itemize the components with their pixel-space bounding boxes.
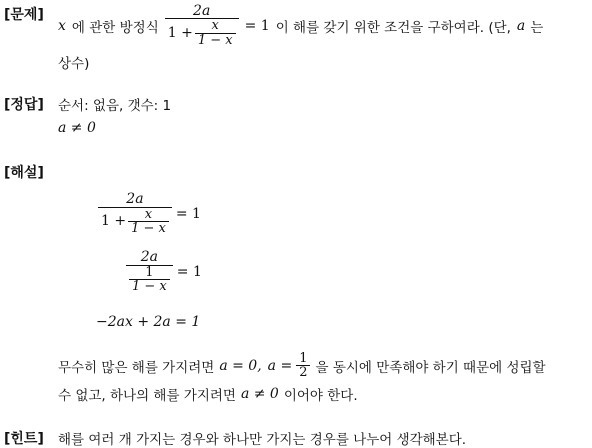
- step2-den-num: 1: [145, 264, 154, 280]
- step1-inner-den: 1 − x: [128, 221, 169, 236]
- var-x: x: [58, 18, 66, 34]
- explanation-step-2: [126, 250, 202, 295]
- explanation-step-3: −2ax + 2a = 1: [96, 314, 201, 330]
- para1-text-b: 을 동시에 만족해야 하기 때문에 성립할: [315, 360, 546, 376]
- problem-text-2: 이 해를 갖기 위한 조건을 구하여라. (단,: [275, 20, 511, 36]
- problem-text-3: 는: [530, 20, 544, 36]
- explanation-para-line-1: [58, 346, 546, 386]
- para1-math-1: a = 0,: [219, 358, 262, 374]
- problem-text-1: 에 관한 방정식: [71, 20, 159, 36]
- problem-text-4: 상수): [58, 56, 90, 72]
- para1-text-a: 무수히 많은 해를 가지려면: [58, 360, 215, 376]
- answer-label: [정답]: [4, 97, 44, 113]
- step2-numerator: 2a: [140, 249, 159, 265]
- step1-rhs: = 1: [175, 206, 201, 223]
- para2-text-b: 이어야 한다.: [283, 388, 358, 404]
- step2-rhs: = 1: [176, 264, 202, 281]
- step1-inner-num: x: [144, 206, 153, 222]
- explanation-step-1: [98, 192, 201, 237]
- half-denominator: 2: [296, 365, 310, 380]
- half-fraction: [296, 352, 310, 381]
- problem-line-1: [58, 2, 543, 50]
- problem-eq-inner-num: x: [211, 18, 219, 34]
- hint-label: [힌트]: [4, 431, 44, 447]
- para1-math-2: a =: [267, 358, 293, 374]
- para2-text-a: 수 없고, 하나의 해를 가지려면: [58, 388, 236, 404]
- para2-math: a ≠ 0: [240, 386, 279, 402]
- step2-den-den: 1 − x: [129, 279, 170, 294]
- problem-equation-fraction: [165, 4, 239, 49]
- problem-eq-inner-den: 1 − x: [195, 33, 236, 48]
- step1-den-one: 1 +: [101, 213, 127, 230]
- answer-line-2: a ≠ 0: [58, 120, 96, 136]
- half-numerator: 1: [299, 350, 308, 366]
- problem-eq-den-one: 1 +: [167, 25, 193, 42]
- var-a: a: [516, 18, 526, 34]
- explanation-para-line-2: [58, 384, 358, 404]
- problem-label: [문제]: [4, 7, 44, 23]
- problem-eq-rhs: = 1: [244, 18, 270, 34]
- hint-text: 해를 여러 개 가지는 경우와 하나만 가지는 경우를 나누어 생각해본다.: [58, 432, 467, 448]
- step1-numerator: 2a: [126, 191, 144, 207]
- problem-eq-numerator: 2a: [193, 2, 211, 19]
- explanation-label: [해설]: [4, 165, 44, 181]
- answer-line-1: 순서: 없음, 갯수: 1: [58, 98, 172, 114]
